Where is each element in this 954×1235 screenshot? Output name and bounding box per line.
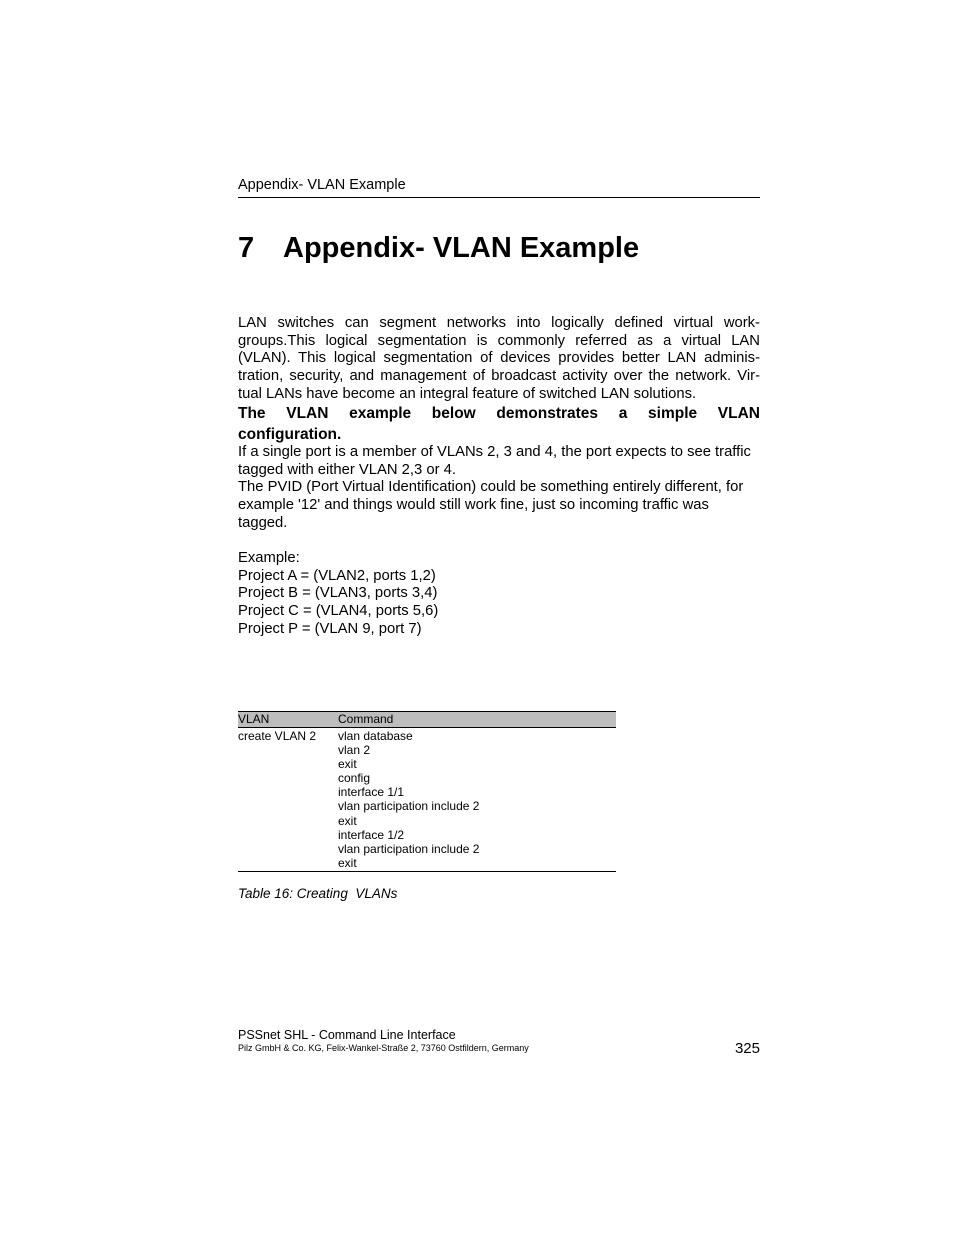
intro-line: tration, security, and management of broadcast activity over the network. Vir- bbox=[238, 368, 760, 385]
table-caption: Table 16: Creating VLANs bbox=[238, 886, 398, 901]
footer-product-name: PSSnet SHL - Command Line Interface bbox=[238, 1028, 456, 1042]
example-project: Project A = (VLAN2, ports 1,2) bbox=[238, 567, 436, 584]
bold-statement-line: configuration. bbox=[238, 426, 342, 443]
example-block bbox=[238, 550, 760, 639]
pvid-paragraph: The PVID (Port Virtual Identification) could be something entirely different, for example '12' and things would still work fine, just so incoming traffic was tagged. bbox=[238, 479, 744, 531]
footer-address: Pilz GmbH & Co. KG, Felix-Wankel-Straße 2, 73760 Ostfildern, Germany bbox=[238, 1043, 529, 1053]
chapter-title-text: Appendix- VLAN Example bbox=[283, 232, 640, 264]
example-label: Example: bbox=[238, 550, 300, 566]
command-line: exit bbox=[338, 855, 357, 870]
intro-line: LAN switches can segment networks into logically defined virtual work- bbox=[238, 315, 760, 331]
command-line: vlan 2 bbox=[338, 743, 371, 758]
column-header-command: Command bbox=[338, 712, 616, 728]
example-project: Project P = (VLAN 9, port 7) bbox=[238, 620, 422, 637]
command-line: exit bbox=[338, 813, 357, 828]
intro-line: groups.This logical segmentation is commonly referred as a virtual LAN bbox=[238, 332, 760, 349]
header-divider bbox=[238, 197, 760, 198]
intro-line: tual LANs have become an integral feature of switched LAN solutions. bbox=[238, 385, 697, 402]
table-row bbox=[238, 728, 616, 872]
bold-statement bbox=[238, 403, 760, 445]
command-line: vlan participation include 2 bbox=[338, 799, 480, 814]
command-line: exit bbox=[338, 757, 357, 772]
column-header-vlan: VLAN bbox=[238, 712, 338, 728]
pvid-explanation bbox=[238, 444, 760, 533]
vlan-cell: create VLAN 2 bbox=[238, 728, 338, 872]
example-project: Project B = (VLAN3, ports 3,4) bbox=[238, 585, 438, 602]
command-line: vlan database bbox=[338, 729, 413, 743]
chapter-title bbox=[238, 230, 639, 266]
chapter-number: 7 bbox=[238, 232, 255, 264]
table-header-row bbox=[238, 712, 616, 728]
vlan-command-table bbox=[238, 711, 616, 872]
pvid-paragraph: If a single port is a member of VLANs 2, 3 and 4, the port expects to see traffic tagged with either VLAN 2,3 or 4. bbox=[238, 444, 751, 478]
running-header: Appendix- VLAN Example bbox=[238, 177, 406, 193]
intro-line: (VLAN). This logical segmentation of devices provides better LAN adminis- bbox=[238, 350, 760, 367]
page-number: 325 bbox=[734, 1040, 760, 1057]
intro-paragraph bbox=[238, 315, 760, 404]
command-line: interface 1/2 bbox=[338, 827, 405, 842]
command-line: config bbox=[338, 771, 371, 786]
command-line: interface 1/1 bbox=[338, 785, 405, 800]
example-project: Project C = (VLAN4, ports 5,6) bbox=[238, 603, 439, 620]
command-line: vlan participation include 2 bbox=[338, 841, 480, 856]
command-cell bbox=[338, 728, 616, 872]
bold-statement-line: The VLAN example below demonstrates a simple VLAN bbox=[238, 405, 760, 422]
